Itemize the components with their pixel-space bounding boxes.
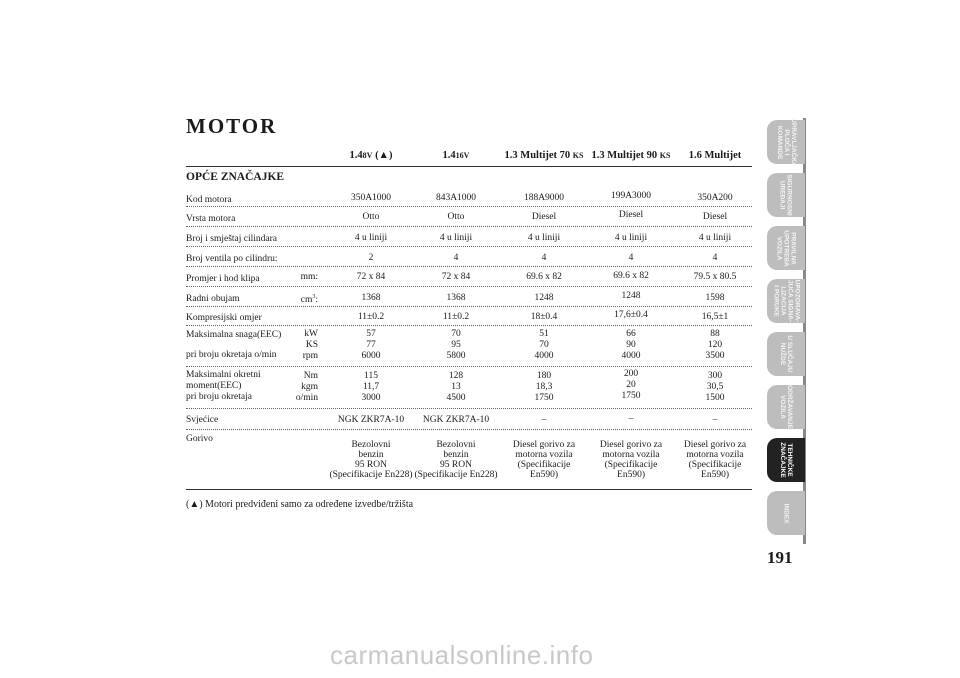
- table-cell: 1368: [446, 293, 466, 303]
- column-header-1-6-multijet: [676, 150, 754, 161]
- table-cell: 57 77 6000: [361, 329, 381, 361]
- tab-safety-devices[interactable]: [767, 173, 805, 217]
- table-cell: 4: [541, 253, 547, 263]
- table-cell: Diesel: [531, 212, 557, 222]
- table-cell: 843A1000: [435, 193, 477, 203]
- row-unit: kW KS rpm: [302, 329, 318, 361]
- table-cell: 70 95 5800: [446, 329, 466, 361]
- tab-label: UPOZORAVA- JUĆA SIGNA- LIZACIJA I PORUKE: [772, 279, 801, 323]
- table-cell: 4: [453, 253, 459, 263]
- table-cell: NGK ZKR7A-10: [422, 415, 490, 425]
- table-cell: Otto: [447, 212, 465, 222]
- row-divider: [186, 246, 752, 247]
- tab-label: TEHNIČKE ZNAČAJKE: [779, 442, 793, 478]
- row-label: Gorivo: [186, 434, 213, 444]
- tab-label: UPRAVLJAČKA PLOČA I KOMANDE: [775, 117, 797, 167]
- column-header-1-4-8v: [338, 150, 404, 161]
- row-label: Broj ventila po cilindru:: [186, 254, 278, 264]
- row-label: Maksimalni okretni moment(EEC) pri broju okretaja: [186, 370, 261, 402]
- row-unit: mm:: [300, 272, 318, 282]
- tab-warnings-messages[interactable]: [767, 279, 805, 323]
- table-cell: 79.5 x 80.5: [693, 272, 737, 282]
- table-cell: 72 x 84: [356, 272, 386, 282]
- unit-colon: :: [315, 295, 318, 306]
- column-suffix: 8V: [362, 151, 373, 160]
- table-cell: 300 30,5 1500: [705, 371, 725, 403]
- row-label: Kod motora: [186, 195, 232, 205]
- table-cell: Diesel gorivo za motorna vozila (Specifikacije En590): [599, 440, 663, 480]
- table-cell: 2: [368, 253, 374, 263]
- row-divider: [186, 306, 752, 307]
- column-name: 1.6 Multijet: [688, 150, 742, 161]
- table-cell: NGK ZKR7A-10: [337, 415, 405, 425]
- table-cell: 4 u liniji: [527, 233, 561, 243]
- table-cell: 51 70 4000: [534, 329, 554, 361]
- table-cell: Diesel gorivo za motorna vozila (Specifikacije En590): [683, 440, 747, 480]
- row-divider: [186, 429, 752, 430]
- table-cell: 350A1000: [350, 193, 392, 203]
- table-cell: 66 90 4000: [621, 329, 641, 361]
- table-cell: 1248: [534, 293, 554, 303]
- table-cell: Diesel: [702, 212, 728, 222]
- tab-label: PRAVILNA UPOTREBA VOZILA: [775, 229, 797, 267]
- table-cell: Bezolovni benzin 95 RON (Specifikacije En228): [329, 440, 413, 480]
- row-label: Kompresijski omjer: [186, 313, 262, 323]
- table-cell: 128 13 4500: [446, 371, 466, 403]
- table-cell: 4 u liniji: [698, 233, 732, 243]
- row-label: Promjer i hod klipa: [186, 274, 260, 284]
- table-cell: 88 120 3500: [705, 329, 725, 361]
- row-divider: [186, 366, 752, 367]
- table-cell: 72 x 84: [441, 272, 471, 282]
- column-suffix: KS: [572, 151, 584, 160]
- row-label: Radni obujam: [186, 294, 240, 304]
- row-label: Svjećice: [186, 415, 219, 425]
- column-suffix: 16V: [455, 151, 470, 160]
- table-cell: –: [541, 415, 547, 425]
- table-cell: 17,6±0.4: [614, 310, 648, 320]
- tab-maintenance[interactable]: [767, 385, 805, 429]
- row-divider: [186, 266, 752, 267]
- table-cell: 4: [628, 253, 634, 263]
- table-cell: 11±0.2: [357, 312, 385, 322]
- tab-index[interactable]: [767, 491, 805, 535]
- unit-exponent: 3: [312, 294, 316, 300]
- row-divider: [186, 408, 752, 409]
- unit-base: cm: [300, 295, 313, 306]
- table-cell: 188A9000: [523, 193, 565, 203]
- tab-label: ODRŽAVANJE VOZILA: [779, 385, 794, 429]
- column-header-1-4-16v: [423, 150, 489, 161]
- table-cell: 115 11,7 3000: [361, 371, 381, 403]
- row-label: Vrsta motora: [186, 214, 236, 224]
- table-cell: 1598: [705, 293, 725, 303]
- row-label: Broj i smještaj cilindara: [186, 234, 278, 244]
- table-cell: –: [712, 415, 718, 425]
- tab-dashboard-controls[interactable]: [767, 117, 805, 167]
- column-suffix: KS: [659, 151, 671, 160]
- table-cell: 69.6 x 82: [613, 271, 649, 281]
- column-name: 1.3 Multijet 90: [591, 150, 660, 161]
- tab-technical-specs[interactable]: [767, 438, 805, 482]
- column-header-multijet-90: [590, 150, 672, 161]
- table-cell: 69.6 x 82: [526, 272, 562, 282]
- column-name: 1.3 Multijet 70: [504, 150, 573, 161]
- table-cell: 200 20 1750: [621, 369, 641, 401]
- row-divider: [186, 286, 752, 287]
- table-cell: 4: [712, 253, 718, 263]
- table-cell: 1248: [621, 291, 641, 301]
- watermark: carmanualsonline.info: [330, 640, 594, 670]
- footnote: (▲) Motori predviđeni samo za određene izvedbe/tržišta: [186, 499, 414, 510]
- tab-label: U SLUČAJU NUŽDE: [779, 335, 793, 373]
- page-title: MOTOR: [186, 114, 278, 138]
- table-bottom-rule: [186, 489, 752, 490]
- table-cell: 350A200: [697, 193, 733, 203]
- column-header-multijet-70: [503, 150, 585, 161]
- table-cell: –: [628, 414, 634, 424]
- header-rule: [186, 166, 752, 167]
- column-name: 1.4: [349, 150, 363, 161]
- tab-emergency[interactable]: [767, 332, 805, 376]
- table-cell: Diesel gorivo za motorna vozila (Specifikacije En590): [512, 440, 576, 480]
- tab-correct-use[interactable]: [767, 226, 805, 270]
- row-unit: [301, 291, 318, 306]
- table-cell: Bezolovni benzin 95 RON (Specifikacije En228): [414, 440, 498, 480]
- table-cell: Otto: [362, 212, 380, 222]
- row-label: Maksimalna snaga(EEC) pri broju okretaja o/min: [186, 330, 282, 360]
- row-divider: [186, 325, 752, 326]
- table-cell: 4 u liniji: [439, 233, 473, 243]
- section-heading: OPĆE ZNAČAJKE: [186, 171, 285, 183]
- table-cell: 4 u liniji: [354, 233, 388, 243]
- table-cell: 4 u liniji: [614, 233, 648, 243]
- column-mark: (▲): [372, 150, 393, 161]
- table-cell: 11±0.2: [442, 312, 470, 322]
- table-cell: 199A3000: [610, 191, 652, 201]
- row-divider: [186, 226, 752, 227]
- page-number: 191: [767, 548, 793, 567]
- row-unit: Nm kgm o/min: [295, 371, 318, 403]
- table-cell: 180 18,3 1750: [534, 371, 554, 403]
- table-cell: Diesel: [618, 210, 644, 220]
- table-cell: 18±0.4: [530, 312, 558, 322]
- column-name: 1.4: [442, 150, 456, 161]
- table-cell: 16,5±1: [701, 312, 729, 322]
- table-cell: 1368: [361, 293, 381, 303]
- tab-label: SIGURNOSNI UREĐAJI: [779, 174, 794, 216]
- tab-label: INDEX: [782, 503, 790, 523]
- row-divider: [186, 206, 752, 207]
